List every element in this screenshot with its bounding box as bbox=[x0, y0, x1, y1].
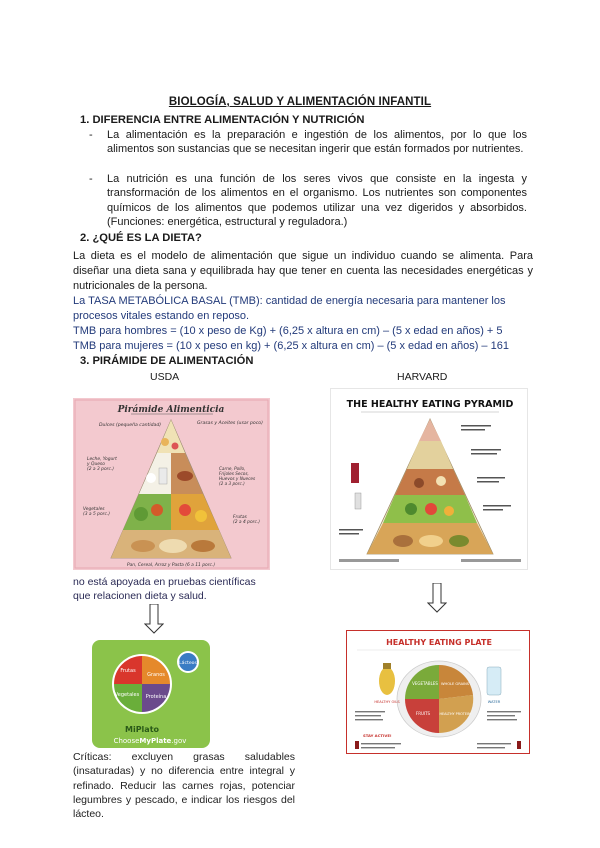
hplate-oils: HEALTHY OILS bbox=[374, 700, 400, 704]
section-3-heading: 3. PIRÁMIDE DE ALIMENTACIÓN bbox=[80, 355, 254, 367]
usda-label-grains: Pan, Cereal, Arroz y Pasta (6 a 11 porc.) bbox=[126, 563, 216, 568]
plate-fruits: Frutas bbox=[120, 668, 136, 674]
usda-criticism-caption: no está apoyada en pruebas científicas que relacionen dieta y salud. bbox=[73, 576, 256, 602]
bullet-dash: - bbox=[89, 129, 93, 141]
usda-label-sweets: Dulces (pequeña cantidad) bbox=[99, 423, 162, 428]
myplate-image bbox=[92, 640, 210, 748]
section-2-heading: 2. ¿QUÉ ES LA DIETA? bbox=[80, 232, 202, 244]
usda-label-fruit: Frutas (2 a 4 porc.) bbox=[233, 515, 260, 525]
usda-label-dairy: Leche, Yogurt y Queso (2 a 3 porc.) bbox=[87, 457, 117, 472]
tmb-men-formula: TMB para hombres = (10 x peso de Kg) + (6,25 x altura en cm) – (5 x edad en años) + 5 bbox=[73, 325, 503, 337]
harvard-label: HARVARD bbox=[397, 371, 448, 383]
harvard-plate-title: HEALTHY EATING PLATE bbox=[386, 638, 492, 647]
usda-food-pyramid-image bbox=[73, 398, 270, 570]
usda-pyramid-title: Pirámide Alimenticia bbox=[117, 405, 225, 415]
myplate-footer: ChooseMyPlate.gov bbox=[113, 737, 187, 745]
plate-grains: Granos bbox=[147, 672, 165, 678]
bullet-text: La alimentación es la preparación e ingestión de los alimentos, por lo que los alimentos son sustancias que se necesitan ingerir que están formados por nutrientes. bbox=[107, 129, 527, 156]
harvard-pyramid-title: THE HEALTHY EATING PYRAMID bbox=[346, 399, 514, 410]
arrow-down-icon bbox=[427, 583, 447, 613]
bullet-dash: - bbox=[89, 173, 93, 185]
plate-vegetables: Vegetales bbox=[114, 692, 140, 698]
section-1-heading: 1. DIFERENCIA ENTRE ALIMENTACIÓN Y NUTRICIÓN bbox=[80, 114, 365, 126]
plate-protein: Proteína bbox=[145, 694, 167, 700]
harvard-healthy-eating-plate-image bbox=[346, 630, 530, 754]
hplate-stay-active: STAY ACTIVE! bbox=[363, 733, 392, 738]
hplate-water: WATER bbox=[487, 700, 501, 704]
hplate-grains: WHOLE GRAINS bbox=[440, 682, 470, 686]
myplate-brand: MiPlato bbox=[124, 725, 160, 734]
harvard-healthy-eating-pyramid-image bbox=[330, 388, 528, 570]
arrow-down-icon bbox=[144, 604, 164, 634]
usda-label-veg: Vegetales (3 a 5 porc.) bbox=[83, 507, 110, 517]
dieta-paragraph: La dieta es el modelo de alimentación que sigue un individuo cuando se alimenta. Para diseñar una dieta sana y equilibrada hay que tener en cuenta las necesidades energéticas y nutricionales de la persona. bbox=[73, 250, 533, 292]
page-title: BIOLOGÍA, SALUD Y ALIMENTACIÓN INFANTIL bbox=[168, 96, 432, 108]
tmb-women-formula: TMB para mujeres = (10 x peso en kg) + (6,25 x altura en cm) – (5 x edad en años) – 161 bbox=[73, 340, 509, 352]
hplate-protein: HEALTHY PROTEIN bbox=[439, 712, 471, 716]
usda-label: USDA bbox=[150, 371, 180, 383]
hplate-vegetables: VEGETABLES bbox=[412, 681, 438, 686]
hplate-fruits: FRUITS bbox=[415, 711, 431, 716]
tmb-definition: La TASA METABÓLICA BASAL (TMB): cantidad de energía necesaria para mantener los procesos vitales estando en reposo. bbox=[73, 295, 506, 322]
myplate-criticism: Críticas: excluyen grasas saludables (insaturadas) y no diferencia entre integral y refinado. Reducir las carnes rojas, potenciar legumbres y pescado, e indicar los riesgos del lácteo. bbox=[73, 751, 295, 821]
usda-label-meat: Carne, Pollo, Frijoles Secos, Huevos y Nueces (2 a 3 porc.) bbox=[219, 466, 256, 486]
usda-label-fats: Grasas y Aceites (usar poco) bbox=[197, 421, 263, 426]
plate-dairy: Lácteos bbox=[179, 661, 197, 666]
bullet-text: La nutrición es una función de los seres vivos que consiste en la ingesta y transformación de los alimentos en el organismo. Los nutrientes son componentes químicos de los alimentos que podemos utilizar una vez digeridos y absorbidos. (Funciones: energética, estructural y reguladora.) bbox=[107, 173, 527, 228]
